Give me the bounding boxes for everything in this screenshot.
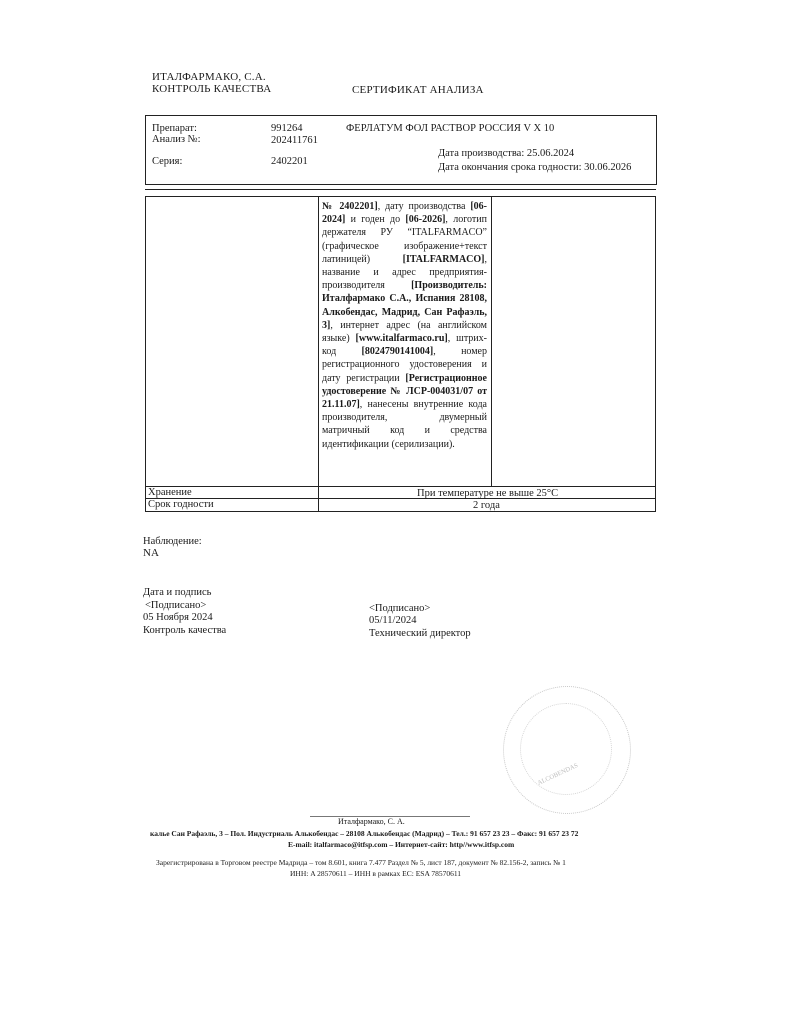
description-part: [06-2024]	[322, 201, 487, 226]
description-part: [Регистрационное удостоверение № ЛСР-004031/07 от 21.11.07]	[322, 372, 487, 411]
footer-tax-ids: ИНН: A 28570611 – ИНН в рамках ЕС: ESA 78570611	[290, 869, 462, 878]
series-number: 2402201	[271, 156, 308, 167]
footer-registry: Зарегистрирована в Торговом реестре Мадрида – том 8.601, книга 7.477 Раздел № 5, лист 187, документ № 82.156-2, запись № 1	[156, 858, 566, 867]
description-part: [06-2026]	[405, 214, 446, 226]
description-part: , нанесены внутренние кода производителя, двумерный матричный код и средства идентификации (серилизации).	[322, 399, 487, 450]
description-part: и годен до	[345, 214, 406, 226]
stamp-inner-ring	[520, 703, 612, 795]
table-col-divider-2	[491, 196, 492, 486]
left-sign-date: 05 Ноября 2024	[143, 612, 213, 623]
production-date: Дата производства: 25.06.2024	[438, 148, 575, 159]
left-signed-marker: <Подписано>	[145, 600, 207, 611]
description-part: [www.italfarmaco.ru]	[355, 333, 448, 345]
stamp-text: ALCOBENDAS	[536, 762, 580, 787]
product-name: ФЕРЛАТУМ ФОЛ РАСТВОР РОССИЯ V X 10	[346, 123, 555, 134]
description-part: , номер регистрационного удостоверения и дату регистрации	[322, 346, 487, 384]
table-top-line	[145, 196, 656, 197]
series-label: Серия:	[152, 156, 183, 167]
table-right-border	[655, 196, 656, 512]
description-part: [8024790141004]	[361, 346, 434, 358]
right-signed-marker: <Подписано>	[369, 603, 431, 614]
description-part: [Производитель: Италфармако С.А., Испания 28108, Алкобендас, Мадрид, Сан Рафаэль, 3]	[322, 280, 487, 331]
analysis-label: Анализ №:	[152, 134, 201, 145]
shelf-life-label: Срок годности	[148, 499, 214, 510]
document-title: СЕРТИФИКАТ АНАЛИЗА	[352, 84, 484, 96]
storage-value: При температуре не выше 25°C	[417, 488, 559, 499]
description-part: , логотип держателя РУ “ITALFARMACO” (графическое изображение+текст латиницей)	[322, 214, 487, 265]
department-name: КОНТРОЛЬ КАЧЕСТВА	[152, 83, 272, 95]
preparation-code: 991264	[271, 123, 303, 134]
table-left-border	[145, 196, 146, 512]
observation-value: NA	[143, 547, 159, 559]
table-row-line-2	[145, 498, 656, 499]
table-col-divider-1	[318, 196, 319, 512]
preparation-label: Препарат:	[152, 123, 197, 134]
shelf-life-value: 2 года	[473, 500, 500, 511]
observation-label: Наблюдение:	[143, 536, 202, 547]
expiry-date: Дата окончания срока годности: 30.06.2026	[438, 162, 632, 173]
description-part: , интернет адрес (на английском языке)	[322, 319, 487, 345]
right-signer-role: Технический директор	[369, 628, 471, 639]
description-part: , название и адрес предприятия-производителя	[322, 253, 487, 292]
description-part: [ITALFARMACO]	[402, 253, 485, 265]
footer-contacts: E-mail: italfarmaco@itfsp.com – Интернет-сайт: http//www.itfsp.com	[288, 840, 515, 849]
right-sign-date: 05/11/2024	[369, 615, 417, 626]
info-box-bottom-line	[145, 189, 656, 190]
date-signature-label: Дата и подпись	[143, 587, 212, 598]
company-stamp	[503, 686, 631, 814]
description-part: , дату производства	[377, 201, 471, 212]
table-row-line-1	[145, 486, 656, 487]
footer-address: калье Сан Рафаэль, 3 – Пол. Индустриаль Алькобендас – 28108 Алькобендас (Мадрид) – Тел.: 91 657 23 23 – Факс: 91 657 23 72	[150, 829, 579, 838]
storage-label: Хранение	[148, 487, 192, 498]
description-part: , штрих-код	[322, 333, 487, 358]
company-name: ИТАЛФАРМАКО, С.А.	[152, 71, 266, 83]
packaging-description	[322, 200, 487, 451]
footer-company: Италфармако, С. А.	[338, 817, 405, 826]
table-bottom-line	[145, 511, 656, 512]
left-signer-role: Контроль качества	[143, 625, 227, 636]
description-part: № 2402201]	[322, 201, 378, 212]
analysis-number: 202411761	[271, 135, 318, 146]
